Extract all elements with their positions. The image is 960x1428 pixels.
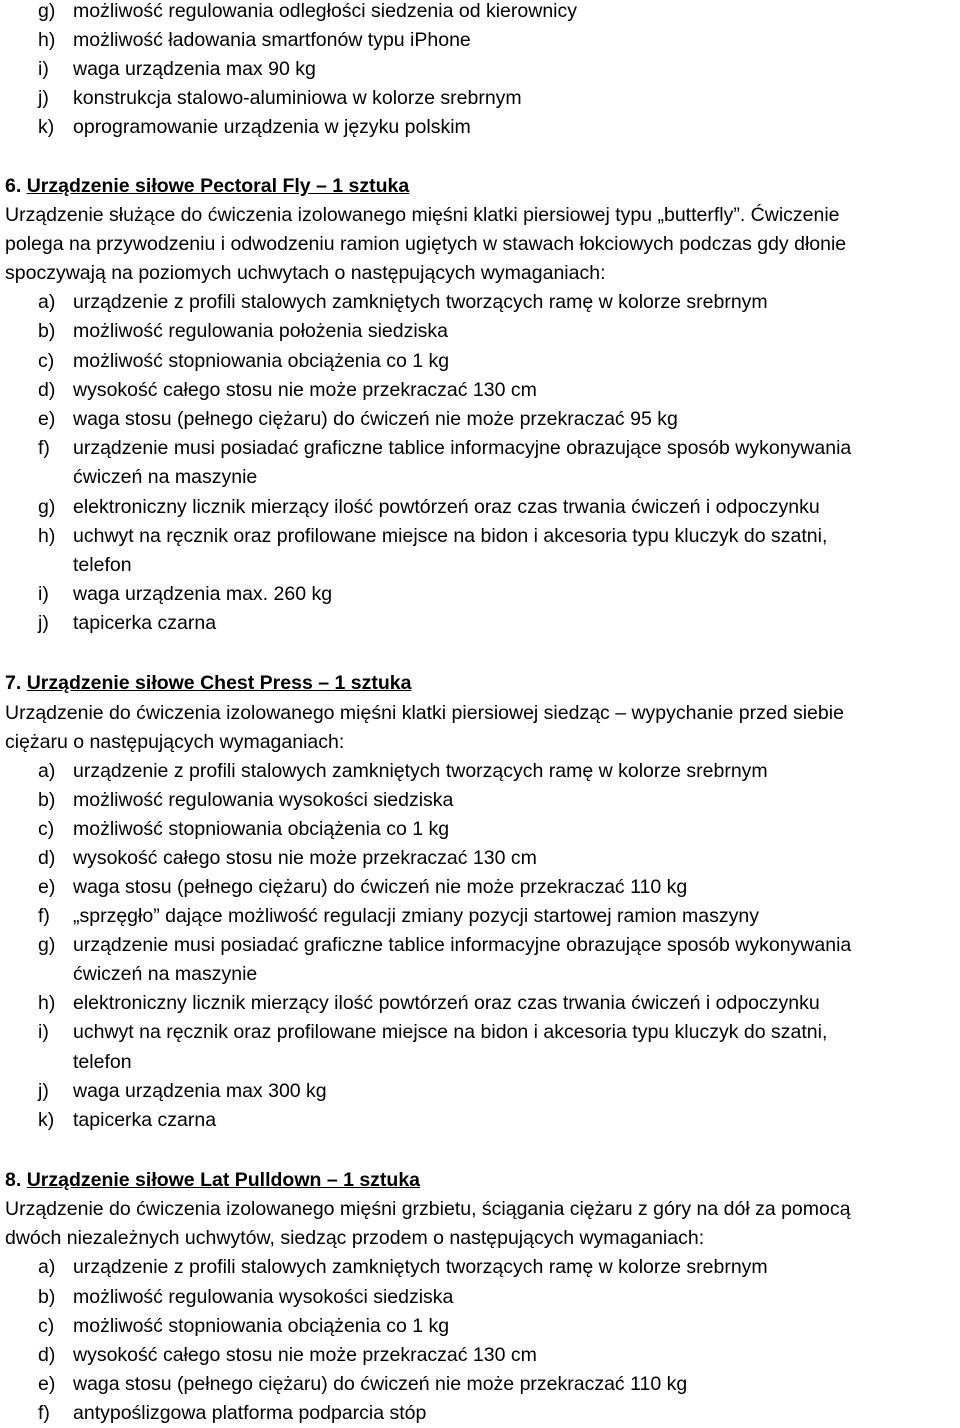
section-title: Urządzenie siłowe Pectoral Fly – 1 sztuka: [26, 175, 410, 197]
section-number: 6.: [5, 175, 22, 197]
section-title: Urządzenie siłowe Chest Press – 1 sztuka: [26, 672, 412, 694]
section-description-line: Urządzenie do ćwiczenia izolowanego mięśni grzbietu, ściągania ciężaru z góry na dół za pomocą: [5, 1198, 851, 1220]
list-item-label: k): [38, 116, 55, 138]
list-item-label: b): [38, 789, 56, 811]
section-heading: [5, 1166, 420, 1195]
list-item-text: możliwość regulowania wysokości siedziska: [73, 789, 454, 811]
list-item-text: elektroniczny licznik mierzący ilość powtórzeń oraz czas trwania ćwiczeń i odpoczynku: [73, 992, 820, 1014]
list-item-label: f): [38, 437, 50, 459]
section-heading: [5, 669, 411, 698]
list-item-text: uchwyt na ręcznik oraz profilowane miejsce na bidon i akcesoria typu kluczyk do szatni,: [73, 525, 828, 547]
list-item-label: j): [38, 612, 49, 634]
list-item-text: waga urządzenia max 90 kg: [73, 58, 316, 80]
list-item-label: e): [38, 876, 56, 898]
list-item-text: waga stosu (pełnego ciężaru) do ćwiczeń nie może przekraczać 110 kg: [73, 876, 688, 898]
section-number: 8.: [5, 1169, 22, 1191]
list-item-text: antypoślizgowa platforma podparcia stóp: [73, 1402, 427, 1424]
section-number: 7.: [5, 672, 22, 694]
list-item-label: d): [38, 1344, 56, 1366]
section-description-line: dwóch niezależnych uchwytów, siedząc przodem o następujących wymaganiach:: [5, 1227, 705, 1249]
list-item-text: możliwość ładowania smartfonów typu iPhone: [73, 29, 471, 51]
list-item-text: możliwość regulowania odległości siedzenia od kierownicy: [73, 0, 578, 22]
list-item-text: możliwość stopniowania obciążenia co 1 kg: [73, 350, 450, 372]
list-item-text: możliwość regulowania wysokości siedziska: [73, 1286, 454, 1308]
list-item-text: możliwość stopniowania obciążenia co 1 kg: [73, 1315, 450, 1337]
list-item-label: d): [38, 379, 56, 401]
list-item-label: k): [38, 1109, 55, 1131]
section-title: Urządzenie siłowe Lat Pulldown – 1 sztuka: [26, 1169, 421, 1191]
list-item-text: tapicerka czarna: [73, 612, 217, 634]
list-item-text: waga urządzenia max 300 kg: [73, 1080, 327, 1102]
list-item-text: możliwość stopniowania obciążenia co 1 kg: [73, 818, 450, 840]
list-item-text: waga stosu (pełnego ciężaru) do ćwiczeń nie może przekraczać 110 kg: [73, 1373, 688, 1395]
list-item-continuation: telefon: [73, 1051, 132, 1073]
list-item-label: e): [38, 408, 56, 430]
list-item-label: f): [38, 905, 50, 927]
list-item-label: b): [38, 320, 56, 342]
list-item-continuation: ćwiczeń na maszynie: [73, 963, 258, 985]
section-description-line: ciężaru o następujących wymaganiach:: [5, 731, 345, 753]
list-item-label: g): [38, 934, 56, 956]
list-item-text: uchwyt na ręcznik oraz profilowane miejsce na bidon i akcesoria typu kluczyk do szatni,: [73, 1021, 828, 1043]
list-item-text: waga urządzenia max. 260 kg: [73, 583, 333, 605]
section-heading: [5, 172, 409, 201]
list-item-label: a): [38, 291, 56, 313]
list-item-label: h): [38, 525, 56, 547]
list-item-text: wysokość całego stosu nie może przekraczać 130 cm: [73, 1344, 537, 1366]
list-item-text: waga stosu (pełnego ciężaru) do ćwiczeń nie może przekraczać 95 kg: [73, 408, 678, 430]
list-item-label: a): [38, 760, 56, 782]
list-item-label: j): [38, 87, 49, 109]
list-item-text: urządzenie musi posiadać graficzne tablice informacyjne obrazujące sposób wykonywania: [73, 437, 852, 459]
list-item-label: c): [38, 818, 55, 840]
section-description-line: spoczywają na poziomych uchwytach o następujących wymaganiach:: [5, 262, 606, 284]
list-item-label: d): [38, 847, 56, 869]
list-item-label: a): [38, 1256, 56, 1278]
list-item-continuation: telefon: [73, 554, 132, 576]
list-item-label: g): [38, 496, 56, 518]
list-item-text: urządzenie z profili stalowych zamkniętych tworzących ramę w kolorze srebrnym: [73, 760, 768, 782]
list-item-text: tapicerka czarna: [73, 1109, 217, 1131]
list-item-text: wysokość całego stosu nie może przekraczać 130 cm: [73, 847, 537, 869]
list-item-label: b): [38, 1286, 56, 1308]
list-item-label: f): [38, 1402, 50, 1424]
section-description-line: Urządzenie do ćwiczenia izolowanego mięśni klatki piersiowej siedząc – wypychanie przed siebie: [5, 702, 844, 724]
list-item-label: h): [38, 992, 56, 1014]
list-item-label: i): [38, 583, 49, 605]
list-item-text: urządzenie z profili stalowych zamkniętych tworzących ramę w kolorze srebrnym: [73, 291, 768, 313]
list-item-text: urządzenie z profili stalowych zamkniętych tworzących ramę w kolorze srebrnym: [73, 1256, 768, 1278]
list-item-label: g): [38, 0, 56, 22]
section-description-line: Urządzenie służące do ćwiczenia izolowanego mięśni klatki piersiowej typu „butterfly”. Ćwiczenie: [5, 204, 840, 226]
list-item-label: h): [38, 29, 56, 51]
list-item-label: e): [38, 1373, 56, 1395]
list-item-label: c): [38, 350, 55, 372]
list-item-continuation: ćwiczeń na maszynie: [73, 466, 258, 488]
list-item-label: i): [38, 58, 49, 80]
list-item-text: konstrukcja stalowo-aluminiowa w kolorze srebrnym: [73, 87, 522, 109]
list-item-text: oprogramowanie urządzenia w języku polskim: [73, 116, 471, 138]
list-item-label: c): [38, 1315, 55, 1337]
section-description-line: polega na przywodzeniu i odwodzeniu ramion ugiętych w stawach łokciowych podczas gdy dłonie: [5, 233, 847, 255]
list-item-text: „sprzęgło” dające możliwość regulacji zmiany pozycji startowej ramion maszyny: [73, 905, 759, 927]
list-item-text: elektroniczny licznik mierzący ilość powtórzeń oraz czas trwania ćwiczeń i odpoczynku: [73, 496, 820, 518]
list-item-label: j): [38, 1080, 49, 1102]
list-item-text: wysokość całego stosu nie może przekraczać 130 cm: [73, 379, 537, 401]
list-item-label: i): [38, 1021, 49, 1043]
list-item-text: możliwość regulowania położenia siedziska: [73, 320, 449, 342]
list-item-text: urządzenie musi posiadać graficzne tablice informacyjne obrazujące sposób wykonywania: [73, 934, 852, 956]
